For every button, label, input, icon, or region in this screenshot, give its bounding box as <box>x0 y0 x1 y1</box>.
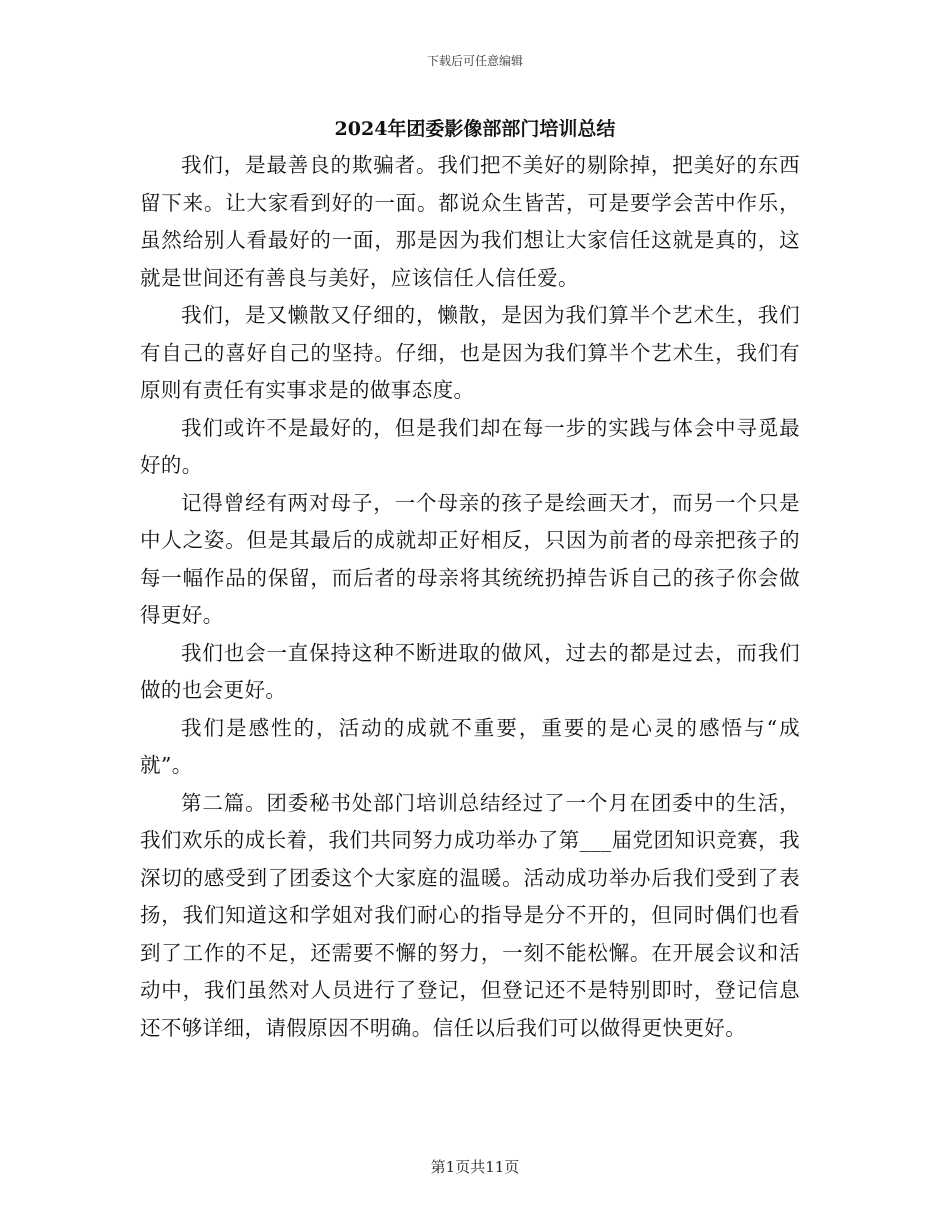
paragraph: 记得曾经有两对母子，一个母亲的孩子是绘画天才，而另一个只是中人之姿。但是其最后的成就却正好相反，只因为前者的母亲把孩子的每一幅作品的保留，而后者的母亲将其统统扔掉告诉自己的孩子你会做得更好。 <box>140 490 800 627</box>
page-number-footer: 第1页共11页 <box>430 1158 520 1176</box>
paragraph: 我们，是最善良的欺骗者。我们把不美好的剔除掉，把美好的东西留下来。让大家看到好的一面。都说众生皆苦，可是要学会苦中作乐，虽然给别人看最好的一面，那是因为我们想让大家信任这就是真的，这就是世间还有善良与美好，应该信任人信任爱。 <box>140 153 800 290</box>
paragraph: 我们也会一直保持这种不断进取的做风，过去的都是过去，而我们做的也会更好。 <box>140 640 800 702</box>
paragraph: 第二篇。团委秘书处部门培训总结经过了一个月在团委中的生活，我们欢乐的成长着，我们共同努力成功举办了第___届党团知识竞赛，我深切的感受到了团委这个大家庭的温暖。活动成功举办后我们受到了表扬，我们知道这和学姐对我们耐心的指导是分不开的，但同时偶们也看到了工作的不足，还需要不懈的努力，一刻不能松懈。在开展会议和活动中，我们虽然对人员进行了登记，但登记还不是特别即时，登记信息还不够详细，请假原因不明确。信任以后我们可以做得更快更好。 <box>140 790 800 1040</box>
document-title: 2024年团委影像部部门培训总结 <box>334 118 616 140</box>
paragraph: 我们或许不是最好的，但是我们却在每一步的实践与体会中寻觅最好的。 <box>140 415 800 477</box>
paragraph: 我们是感性的，活动的成就不重要，重要的是心灵的感悟与“成就”。 <box>140 715 800 777</box>
paragraph: 我们，是又懒散又仔细的，懒散，是因为我们算半个艺术生，我们有自己的喜好自己的坚持。仔细，也是因为我们算半个艺术生，我们有原则有责任有实事求是的做事态度。 <box>140 303 800 402</box>
header-note: 下载后可任意编辑 <box>426 54 523 68</box>
document-body <box>140 147 800 1047</box>
